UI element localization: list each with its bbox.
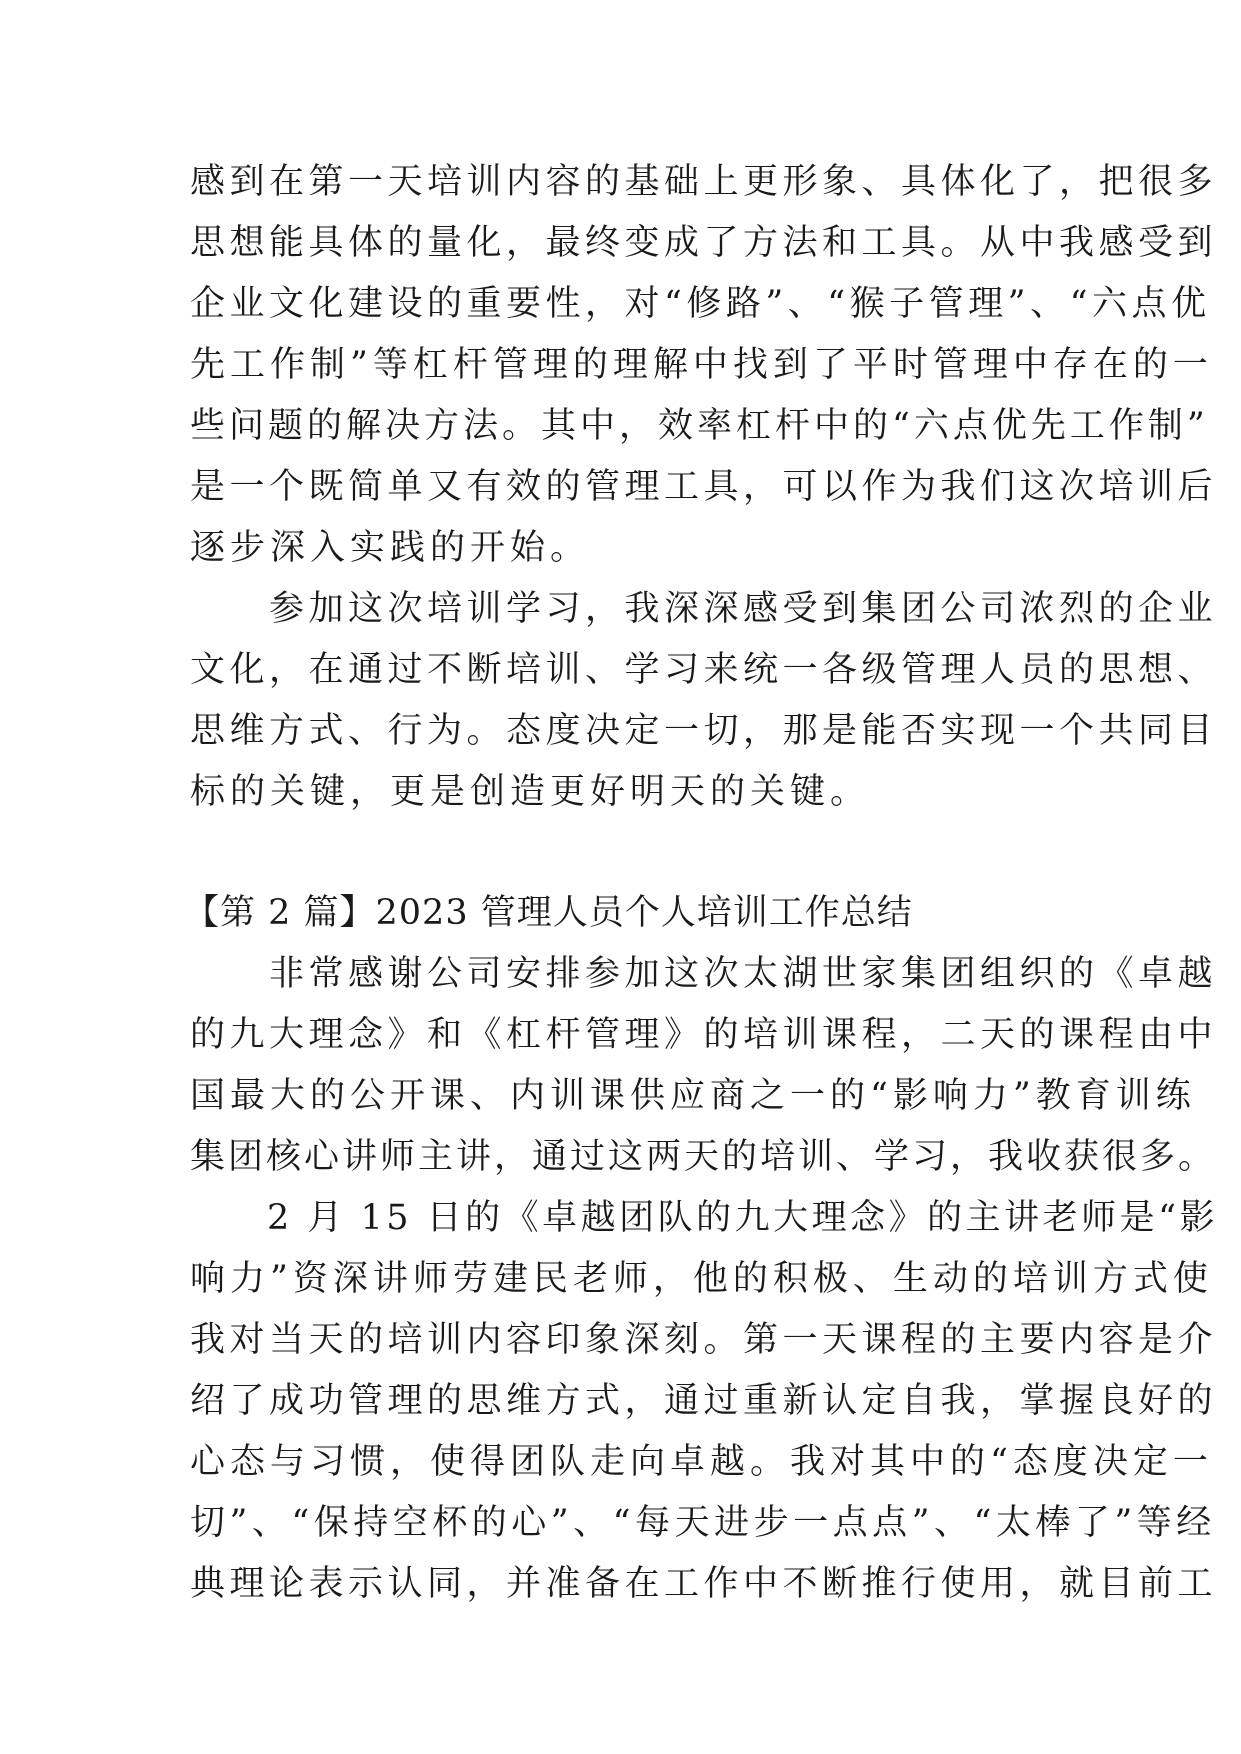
paragraph-line: 非常感谢公司安排参加这次太湖世家集团组织的《卓越 (190, 954, 1218, 994)
paragraph-line: 心态与习惯，使得团队走向卓越。我对其中的“态度决定一 (190, 1442, 1213, 1482)
paragraph-line: 参加这次培训学习，我深深感受到集团公司浓烈的企业 (190, 589, 1218, 629)
paragraph-line: 逐步深入实践的开始。 (190, 528, 591, 568)
paragraph-line: 集团核心讲师主讲，通过这两天的培训、学习，我收获很多。 (190, 1137, 1217, 1177)
paragraph-line: 的九大理念》和《杠杆管理》的培训课程，二天的课程由中 (190, 1015, 1218, 1055)
paragraph-line: 国最大的公开课、内训课供应商之一的“影响力”教育训练 (190, 1076, 1196, 1116)
paragraph-line: 文化，在通过不断培训、学习来统一各级管理人员的思想、 (190, 650, 1218, 690)
paragraph-line: 典理论表示认同，并准备在工作中不断推行使用，就目前工 (190, 1564, 1218, 1604)
paragraph-line: 企业文化建设的重要性，对“修路”、“猴子管理”、“六点优 (190, 284, 1211, 324)
paragraph-line: 我对当天的培训内容印象深刻。第一天课程的主要内容是介 (190, 1320, 1218, 1360)
paragraph-line: 感到在第一天培训内容的基础上更形象、具体化了，把很多 (190, 162, 1218, 202)
paragraph-line: 2 月 15 日的《卓越团队的九大理念》的主讲老师是“影 (190, 1198, 1219, 1238)
paragraph-line: 是一个既简单又有效的管理工具，可以作为我们这次培训后 (190, 467, 1218, 507)
section-heading: 【第 2 篇】2023 管理人员个人培训工作总结 (184, 893, 913, 933)
paragraph-line: 思维方式、行为。态度决定一切，那是能否实现一个共同目 (190, 711, 1218, 751)
paragraph-line: 绍了成功管理的思维方式，通过重新认定自我，掌握良好的 (190, 1381, 1218, 1421)
paragraph-line: 思想能具体的量化，最终变成了方法和工具。从中我感受到 (190, 223, 1218, 263)
paragraph-line: 先工作制”等杠杆管理的理解中找到了平时管理中存在的一 (190, 345, 1213, 385)
paragraph-line: 些问题的解决方法。其中，效率杠杆中的“六点优先工作制” (190, 406, 1209, 446)
paragraph-line: 切”、“保持空杯的心”、“每天进步一点点”、“太棒了”等经 (190, 1503, 1216, 1543)
paragraph-line: 标的关键，更是创造更好明天的关键。 (190, 772, 871, 812)
paragraph-line: 响力”资深讲师劳建民老师，他的积极、生动的培训方式使 (190, 1259, 1213, 1299)
